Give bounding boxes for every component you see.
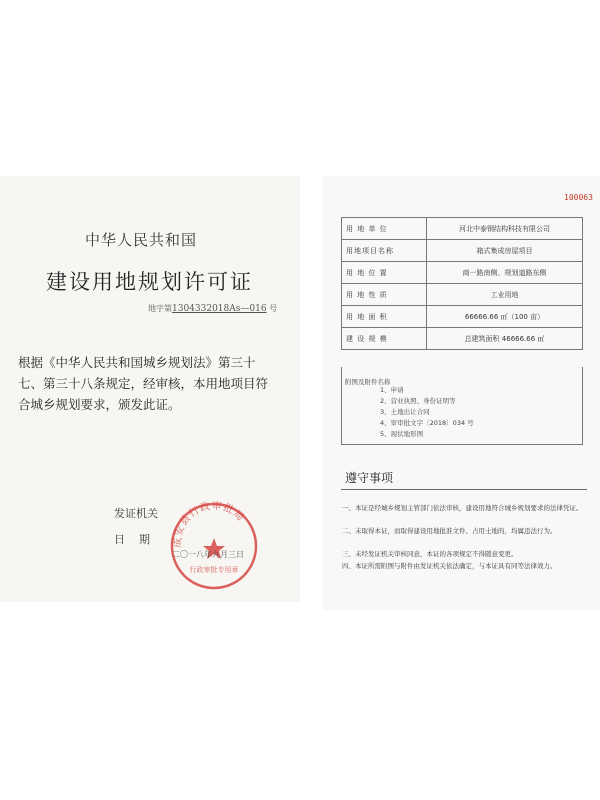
table-row: [342, 218, 583, 240]
issue-date: 二〇一八年九月三日: [172, 550, 244, 559]
row-label: 用 地 面 积: [342, 306, 427, 328]
rule-item: 二、未取得本证，而取得建设用地批准文件、占用土地的，均属违法行为。: [342, 527, 557, 535]
row-value: 箱式集成房屋项目: [427, 240, 583, 262]
attachment-item: 1、申请: [380, 386, 404, 394]
cert-number-suffix: 号: [269, 304, 278, 313]
row-value: 66666.66 ㎡（100 亩）: [427, 306, 583, 328]
certificate-number: [148, 303, 277, 314]
rule-item: 四、本证所需附图与附件由发证机关依法确定，与本证具有同等法律效力。: [342, 562, 557, 570]
attachments-section: [341, 367, 583, 445]
land-info-table: [341, 217, 583, 350]
row-value: 总建筑面积 46666.66 ㎡: [427, 328, 583, 350]
seal-text: 成安县行政审批局: [172, 500, 247, 548]
row-value: 河北中泰钢结构科技有限公司: [427, 218, 583, 240]
rule-item: 三、未经发证机关审核同意，本证的各项规定不得随意变更。: [342, 550, 518, 558]
row-label: 建 设 规 模: [342, 328, 427, 350]
table-row: [342, 262, 583, 284]
rule-item: 一、本证是经城乡规划主管部门依法审核，建设用地符合城乡规划要求的法律凭证。: [342, 504, 583, 512]
certificate-title: 建设用地规划许可证: [46, 270, 253, 294]
date-label: 日期: [114, 533, 164, 546]
row-label: 用地项目名称: [342, 240, 427, 262]
cert-number-value: 1304332018As—016: [172, 304, 267, 314]
country-name: 中华人民共和国: [85, 231, 198, 249]
table-row: [342, 240, 583, 262]
table-row: [342, 284, 583, 306]
attachment-item: 5、现状地形图: [380, 430, 424, 438]
attachment-item: 3、土地出让合同: [380, 408, 430, 416]
row-label: 用 地 性 质: [342, 284, 427, 306]
row-value: 工业用地: [427, 284, 583, 306]
issuer-label: 发证机关: [114, 507, 158, 520]
certificate-body-text: 根据《中华人民共和国城乡规划法》第三十七、第三十八条规定，经审核，本用地项目符合城乡规划要求，颁发此证。: [18, 355, 269, 412]
rules-title: 遵守事项: [345, 471, 394, 485]
row-value: 商一路南侧、规划道路东侧: [427, 262, 583, 284]
cert-number-prefix: 地字第: [148, 304, 172, 313]
attachment-item: 2、营业执照、身份证明等: [380, 397, 456, 405]
attachment-item: 4、审审批文字〔2018〕034 号: [380, 419, 474, 427]
svg-text:成安县行政审批局: [171, 500, 247, 548]
row-label: 用 地 位 置: [342, 262, 427, 284]
table-row: [342, 306, 583, 328]
page-number: 100063: [564, 193, 593, 202]
row-label: 用 地 单 位: [342, 218, 427, 240]
table-row: [342, 328, 583, 350]
rules-divider: [341, 489, 587, 490]
attachments-title: 附图及附件名称: [345, 378, 391, 386]
official-seal-stamp: [168, 500, 260, 592]
seal-subtext: 行政审批专用章: [189, 566, 239, 574]
